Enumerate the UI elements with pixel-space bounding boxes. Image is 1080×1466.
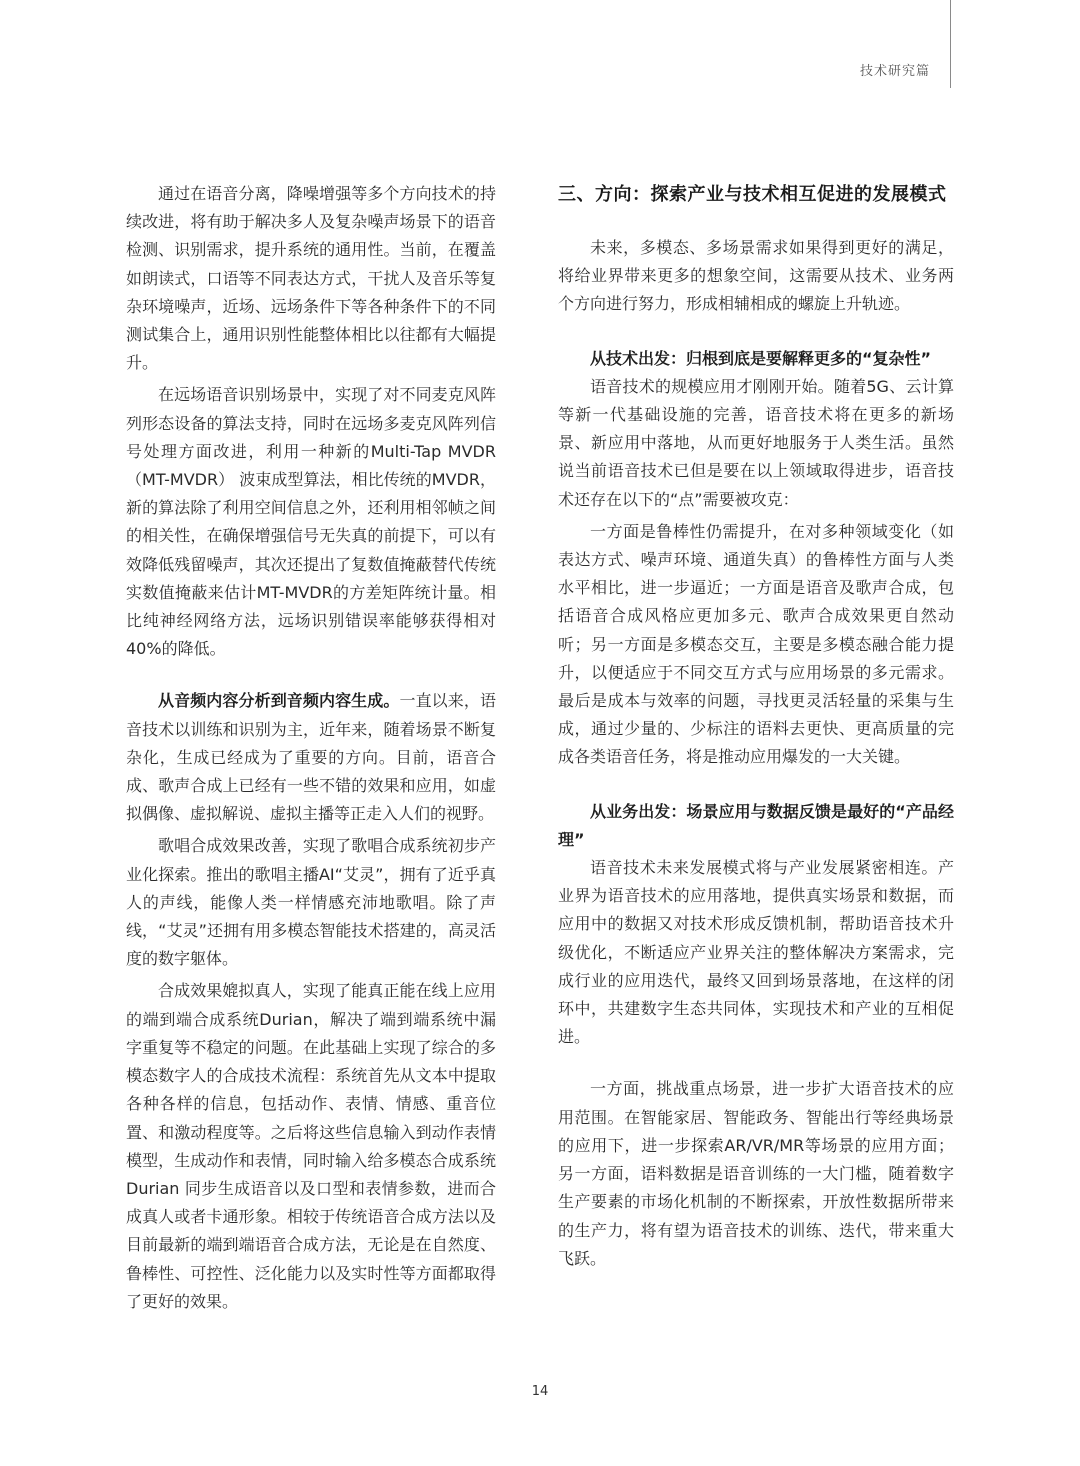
paragraph: 在远场语音识别场景中，实现了对不同麦克风阵列形态设备的算法支持，同时在远场多麦克风阵列信号处理方面改进，利用一种新的Multi-Tap MVDR（MT-MVDR） 波束成型算法，相比传统的MVDR，新的算法除了利用空间信息之外，还利用相邻帧之间的相关性，在确保增强信号无失真的前提下，可以有效降低残留噪声，其次还提出了复数值掩蔽替代传统实数值掩蔽来估计MT-MVDR的方差矩阵统计量。相比纯神经网络方法，远场识别错误率能够获得相对40%的降低。 [126, 385, 496, 659]
paragraph: 通过在语音分离，降噪增强等多个方向技术的持续改进，将有助于解决多人及复杂噪声场景下的语音检测、识别需求，提升系统的通用性。当前，在覆盖如朗读式，口语等不同表达方式，干扰人及音乐等复杂环境噪声，近场、远场条件下等各种条件下的不同测试集合上，通用识别性能整体相比以往都有大幅提升。 [126, 184, 496, 373]
paragraph: 合成效果媲拟真人，实现了能真正能在线上应用的端到端合成系统Durian，解决了端到端系统中漏字重复等不稳定的问题。在此基础上实现了综合的多模态数字人的合成技术流程：系统首先从文本中提取各种各样的信息，包括动作、表情、情感、重音位置、和激动程度等。之后将这些信息输入到动作表情模型，生成动作和表情，同时输入给多模态合成系统 Durian 同步生成语音以及口型和表情参数，进而合成真人或者卡通形象。相较于传统语音合成方法以及目前最新的端到端语音合成方法，无论是在自然度、鲁棒性、可控性、泛化能力以及实时性等方面都取得了更好的效果。 [126, 981, 496, 1311]
right-column [558, 180, 954, 1277]
paragraph: 未来，多模态、多场景需求如果得到更好的满足，将给业界带来更多的想象空间，这需要从技术、业务两个方向进行努力，形成相辅相成的螺旋上升轨迹。 [558, 238, 954, 314]
paragraph: 一方面，挑战重点场景，进一步扩大语音技术的应用范围。在智能家居、智能政务、智能出行等经典场景的应用下，进一步探索AR/VR/MR等场景的应用方面；另一方面，语料数据是语音训练的一大门槛，随着数字生产要素的市场化机制的不断探索，开放性数据所带来的生产力，将有望为语音技术的训练、迭代，带来重大飞跃。 [558, 1079, 954, 1268]
paragraph-body: 一直以来，语音技术以训练和识别为主，近年来，随着场景不断复杂化，生成已经成为了重要的方向。目前，语音合成、歌声合成上已经有一些不错的效果和应用，如虚拟偶像、虚拟解说、虚拟主播等正走入人们的视野。 [126, 691, 496, 824]
header-divider [950, 0, 951, 88]
paragraph [126, 687, 496, 828]
paragraph: 语音技术的规模应用才刚刚开始。随着5G、云计算等新一代基础设施的完善，语音技术将在更多的新场景、新应用中落地，从而更好地服务于人类生活。虽然说当前语音技术已但是要在以上领域取得进步，语音技术还存在以下的“点”需要被攻克： [558, 376, 954, 509]
paragraph: 语音技术未来发展模式将与产业发展紧密相连。产业界为语音技术的应用落地，提供真实场景和数据，而应用中的数据又对技术形成反馈机制，帮助语音技术升级优化，不断适应产业界关注的整体解决方案需求，完成行业的应用迭代，最终又回到场景落地，在这样的闭环中，共建数字生态共同体，实现技术和产业的互相促进。 [558, 858, 954, 1047]
paragraph: 一方面是鲁棒性仍需提升，在对多种领域变化（如表达方式、噪声环境、通道失真）的鲁棒性方面与人类水平相比，进一步逼近；一方面是语音及歌声合成，包括语音合成风格应更加多元、歌声合成效果更自然动听；另一方面是多模态交互，主要是多模态融合能力提升，以便适应于不同交互方式与应用场景的多元需求。最后是成本与效率的问题，寻找更灵活轻量的采集与生成，通过少量的、少标注的语料去更快、更高质量的完成各类语音任务，将是推动应用爆发的一大关键。 [558, 521, 954, 767]
left-column [126, 180, 496, 1320]
page-number: 14 [531, 1384, 549, 1399]
section-label: 技术研究篇 [860, 64, 931, 79]
paragraph: 歌唱合成效果改善，实现了歌唱合成系统初步产业化探索。推出的歌唱主播AI“艾灵”，拥有了近乎真人的声线，能像人类一样情感充沛地歌唱。除了声线，“艾灵”还拥有用多模态智能技术搭建的，高灵活度的数字躯体。 [126, 836, 496, 969]
sub-heading-technology: 从技术出发：归根到底是要解释更多的“复杂性” [590, 348, 932, 368]
sub-heading-business: 从业务出发：场景应用与数据反馈是最好的“产品经理” [558, 801, 954, 849]
section-heading: 三、方向：探索产业与技术相互促进的发展模式 [558, 184, 947, 205]
paragraph-lead: 从音频内容分析到音频内容生成。 [158, 691, 400, 711]
